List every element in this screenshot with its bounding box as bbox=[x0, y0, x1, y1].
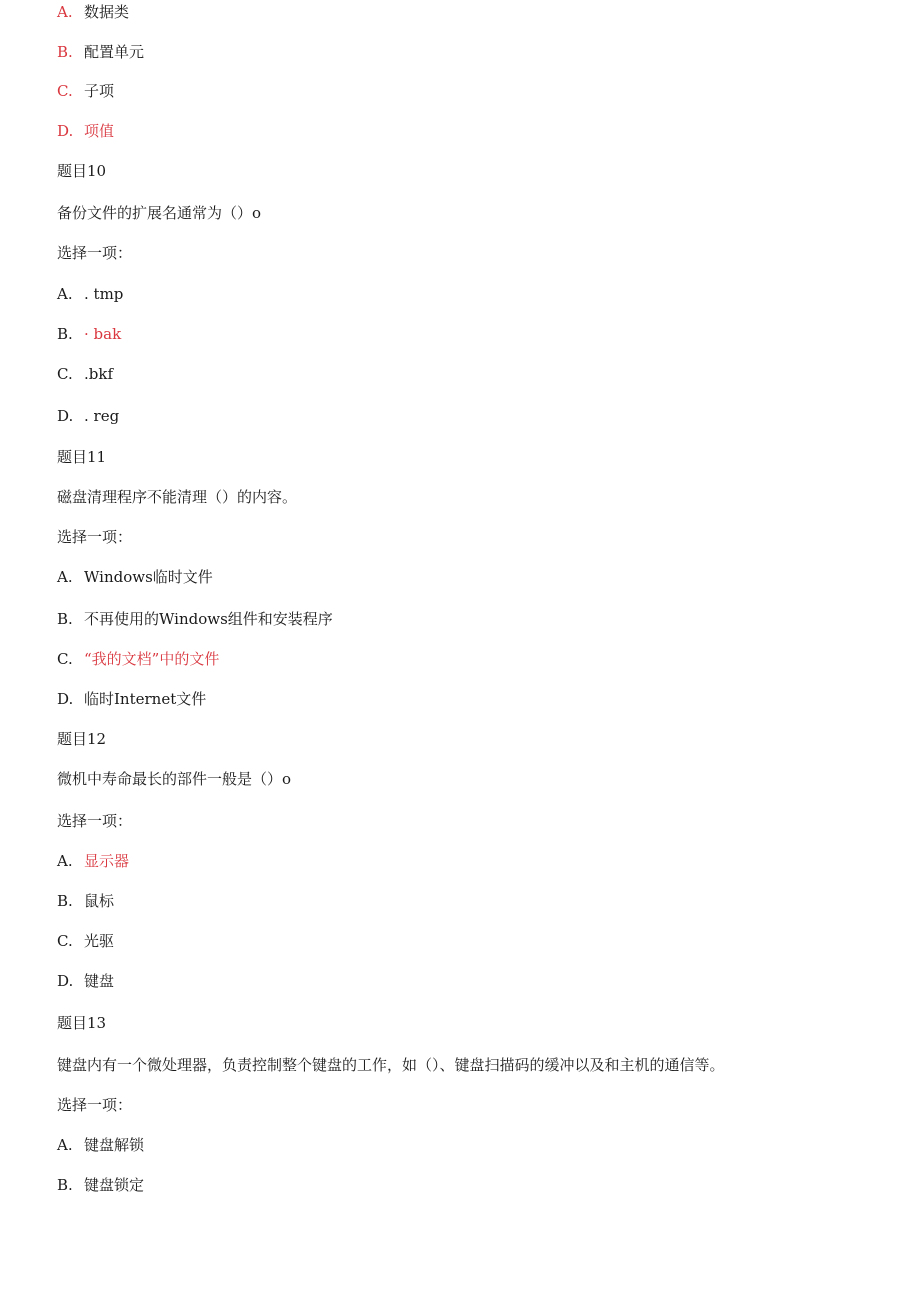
option-letter: A. bbox=[57, 1136, 73, 1154]
q12-title: 题目12 bbox=[57, 730, 107, 748]
q11-option-b[interactable] bbox=[57, 609, 333, 629]
option-letter: D. bbox=[57, 407, 74, 425]
option-letter: A. bbox=[57, 568, 73, 586]
option-letter: B. bbox=[57, 43, 73, 61]
option-text: 键盘 bbox=[84, 972, 115, 990]
q10-option-d[interactable] bbox=[57, 406, 119, 426]
q13-option-b[interactable] bbox=[57, 1175, 144, 1195]
option-text: Windows临时文件 bbox=[84, 568, 213, 586]
option-letter: A. bbox=[57, 285, 73, 303]
q9-option-c[interactable] bbox=[57, 81, 114, 101]
q9-option-a[interactable] bbox=[57, 2, 129, 22]
option-letter: C. bbox=[57, 932, 73, 950]
q11-option-a[interactable] bbox=[57, 567, 213, 587]
option-letter: B. bbox=[57, 1176, 73, 1194]
q10-option-b-correct[interactable] bbox=[57, 324, 121, 344]
q11-prompt: 选择一项： bbox=[57, 528, 133, 546]
option-text: 鼠标 bbox=[84, 892, 115, 910]
q12-option-a-correct[interactable] bbox=[57, 851, 129, 871]
q13-option-a[interactable] bbox=[57, 1135, 144, 1155]
option-text: 不再使用的Windows组件和安装程序 bbox=[84, 610, 333, 628]
option-letter: B. bbox=[57, 892, 73, 910]
q10-option-c[interactable] bbox=[57, 364, 113, 384]
option-letter: C. bbox=[57, 82, 73, 100]
q10-prompt: 选择一项： bbox=[57, 244, 133, 262]
option-text: 数据类 bbox=[84, 3, 130, 21]
option-text: “我的文档”中的文件 bbox=[84, 650, 220, 668]
option-text: . reg bbox=[84, 407, 120, 425]
option-text: 键盘锁定 bbox=[84, 1176, 145, 1194]
option-letter: D. bbox=[57, 972, 74, 990]
q11-option-c-correct[interactable] bbox=[57, 649, 219, 669]
q13-question: 键盘内有一个微处理器，负责控制整个键盘的工作，如（）、键盘扫描码的缓冲以及和主机的通信等。 bbox=[57, 1056, 725, 1074]
option-letter: B. bbox=[57, 325, 73, 343]
option-letter: A. bbox=[57, 3, 73, 21]
q9-option-b[interactable] bbox=[57, 42, 144, 62]
q9-option-d-correct[interactable] bbox=[57, 121, 114, 141]
option-text: 临时Internet文件 bbox=[84, 690, 207, 708]
q12-prompt: 选择一项： bbox=[57, 812, 133, 830]
q13-title: 题目13 bbox=[57, 1014, 107, 1032]
option-text: .bkf bbox=[84, 365, 114, 383]
option-letter: D. bbox=[57, 122, 74, 140]
q10-option-a[interactable] bbox=[57, 284, 123, 304]
option-text: 项值 bbox=[84, 122, 115, 140]
q10-title: 题目10 bbox=[57, 162, 107, 180]
option-letter: B. bbox=[57, 610, 73, 628]
q11-question: 磁盘清理程序不能清理（）的内容。 bbox=[57, 488, 298, 506]
option-letter: D. bbox=[57, 690, 74, 708]
option-letter: C. bbox=[57, 365, 73, 383]
option-text: . tmp bbox=[84, 285, 124, 303]
option-text: · bak bbox=[84, 325, 122, 343]
option-text: 子项 bbox=[84, 82, 115, 100]
q10-question: 备份文件的扩展名通常为（）o bbox=[57, 204, 262, 222]
option-text: 光驱 bbox=[84, 932, 115, 950]
option-text: 配置单元 bbox=[84, 43, 145, 61]
option-letter: A. bbox=[57, 852, 73, 870]
q13-prompt: 选择一项： bbox=[57, 1096, 133, 1114]
q11-option-d[interactable] bbox=[57, 689, 206, 709]
option-text: 显示器 bbox=[84, 852, 130, 870]
q12-option-c[interactable] bbox=[57, 931, 114, 951]
q12-question: 微机中寿命最长的部件一般是（）o bbox=[57, 770, 292, 788]
q12-option-d[interactable] bbox=[57, 971, 114, 991]
q11-title: 题目11 bbox=[57, 448, 107, 466]
option-letter: C. bbox=[57, 650, 73, 668]
q12-option-b[interactable] bbox=[57, 891, 114, 911]
option-text: 键盘解锁 bbox=[84, 1136, 145, 1154]
